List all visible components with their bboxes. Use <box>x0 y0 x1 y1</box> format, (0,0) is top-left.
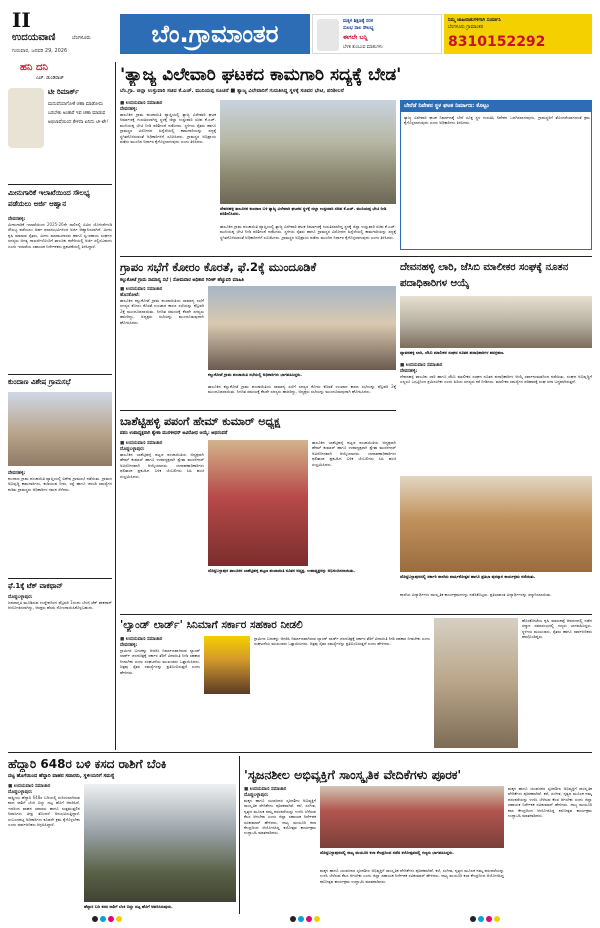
school-photo <box>400 476 592 572</box>
gram-text: ತಾಲೂಕಿನ ಕಲ್ಲುಕೋಟೆ ಗ್ರಾಮ ಪಂಚಾಯಿತಿಯ ಸಾಮಾನ್ಯ ಸಭೆಗೆ ಸದಸ್ಯರ ಕೋರಂ ಕೊರತೆ ಉಂಟಾದ ಕಾರಣ ಸಭೆಯನ್ನು ಫೆಬ್ರವರಿ 2ಕ್ಕೆ ಮುಂದೂಡಲಾಯಿತು. ನಿಗದಿತ ಸಮಯಕ್ಕೆ ಕೆಲವೇ ಸದಸ್ಯರು ಹಾಜರಿದ್ದು, ಅಧ್ಯಕ್ಷರು ಸಭೆಯನ್ನು ಮುಂದೂಡುವುದಾಗಿ ಘೋಷಿಸಿದರು. <box>120 298 204 325</box>
registration-dot <box>116 916 122 922</box>
gram-place: ಹೊಸಕೋಟೆ: <box>120 293 140 298</box>
registration-dot <box>100 916 106 922</box>
ad-loan-line4: ಬೆಳಕ ತುಂಬುವ ಮಾತುಗಳು <box>343 45 383 50</box>
column-divider <box>115 62 116 750</box>
lorry-text: ದೇವನಹಳ್ಳಿ ತಾಲೂಕು ಲಾರಿ ಹಾಗೂ ಜೆಸಿಬಿ ಮಾಲೀಕರ ಸಂಘದ ನೂತನ ಪದಾಧಿಕಾರಿಗಳ ಆಯ್ಕೆ ಸರ್ವಾನುಮತದಿಂದ ನಡೆಯಿತು. ಸಂಘದ ಅಭಿವೃದ್ಧಿಗೆ ಎಲ್ಲರೂ ಒಗ್ಗಟ್ಟಿನಿಂದ ಶ್ರಮಿಸಬೇಕು ಎಂದು ಹಿರಿಯ ಸದಸ್ಯರು ಕರೆ ನೀಡಿದರು. ಮಾಲೀಕರ ಸಮಸ್ಯೆಗಳ ಪರಿಹಾರಕ್ಕೆ ಸಂಘ ಸದಾ ಬದ್ಧವಾಗಿರುತ್ತದೆ. <box>400 374 592 385</box>
lead-box <box>400 100 592 250</box>
lead-subhead: ಬೆಂ.ಗ್ರಾ. ಜಿಲ್ಲಾ ಉಸ್ತುವಾರಿ ಸಚಿವ ಕೆ.ಎಚ್. ಮುನಿಯಪ್ಪ ಸೂಚನೆ ■ ತ್ಯಾಜ್ಯ ವಿಲೇವಾರಿಗೆ ಗುರುತಿಸಿದ್ದ ಸ್ಥಳಕ್ಕೆ ಸಚಿವರ ಭೇಟಿ, ಪರಿಶೀಲನೆ <box>120 88 344 94</box>
lead-text: ತಾಲೂಕಿನ ಗ್ರಾಮ ಪಂಚಾಯಿತಿ ವ್ಯಾಪ್ತಿಯಲ್ಲಿ ತ್ಯಾಜ್ಯ ವಿಲೇವಾರಿ ಘಟಕ ನಿರ್ಮಾಣಕ್ಕೆ ಗುರುತಿಸಲಾಗಿದ್ದ ಸ್ಥಳಕ್ಕೆ ಜಿಲ್ಲಾ ಉಸ್ತುವಾರಿ ಸಚಿವ ಕೆ.ಎಚ್. ಮುನಿಯಪ್ಪ ಭೇಟಿ ನೀಡಿ ಪರಿಶೀಲನೆ ನಡೆಸಿದರು. ಸ್ಥಳೀಯ ರೈತರು ಹಾಗೂ ಗ್ರಾಮಸ್ಥರ ವಿರೋಧದ ಹಿನ್ನೆಲೆಯಲ್ಲಿ ಕಾಮಗಾರಿಯನ್ನು ಸದ್ಯಕ್ಕೆ ಸ್ಥಗಿತಗೊಳಿಸುವಂತೆ ಅಧಿಕಾರಿಗಳಿಗೆ ಸೂಚಿಸಿದರು. ಗ್ರಾಮಸ್ಥರ ಅಭಿಪ್ರಾಯ ಪಡೆದು ಮುಂದಿನ ನಿರ್ಧಾರ ಕೈಗೊಳ್ಳಲಾಗುವುದು ಎಂದು ತಿಳಿಸಿದರು. <box>120 112 216 145</box>
basettihalli-byline: ■ ಉದಯವಾಣಿ ಸಮಾಚಾರ <box>120 441 163 446</box>
lead-box-headline: ಬೇರೆಡೆ ನಿವೇಶನ ಸ್ಥಳ ಘಟಕ ನಿರ್ಮಾಣ: ಕೊಟ್ಟಂ <box>401 101 591 112</box>
lorry-byline: ■ ಉದಯವಾಣಿ ಸಮಾಚಾರ <box>400 363 443 368</box>
culture-kicker <box>244 756 592 765</box>
sidebar-story1-text: ಮೀನುಗಾರಿಕೆ ಇಲಾಖೆಯಿಂದ 2025-26ನೇ ಸಾಲಿನಲ್ಲಿ ವಿವಿಧ ಯೋಜನೆಗಳಡಿ ಸೌಲಭ್ಯ ಪಡೆಯಲು ಅರ್ಹ ಫಲಾನುಭವಿಗಳಿಂದ ಅರ್ಜಿ ಆಹ್ವಾನಿಸಲಾಗಿದೆ. ಮೀನು ಕೃಷಿ ಮಾಡುವ ರೈತರು, ಮೀನು ಮಾರಾಟಗಾರರು ಹಾಗೂ ಸ್ವ-ಸಹಾಯ ಸಂಘಗಳ ಸದಸ್ಯರು ಅಗತ್ಯ ದಾಖಲೆಗಳೊಂದಿಗೆ ತಾಲೂಕು ಕಚೇರಿಯಲ್ಲಿ ಅರ್ಜಿ ಸಲ್ಲಿಸಬಹುದು ಎಂದು ಇಲಾಖೆಯ ಸಹಾಯಕ ನಿರ್ದೇಶಕರು ಪ್ರಕಟಣೆಯಲ್ಲಿ ತಿಳಿಸಿದ್ದಾರೆ. <box>8 222 112 249</box>
lead-photo <box>220 100 396 204</box>
registration-dot <box>92 916 98 922</box>
divider <box>8 752 592 753</box>
landlord-headline: 'ಲ್ಯಾಂಡ್ ಲಾರ್ಡ್' ಸಿನಿಮಾಗೆ ಸರ್ಕಾರ ಸಹಕಾರ ನೀಡಲಿ <box>120 619 303 631</box>
culture-text: ಮಕ್ಕಳ ಹಾಗೂ ಯುವಜನರ ಸೃಜನಶೀಲ ಅಭಿವ್ಯಕ್ತಿಗೆ ಸಾಂಸ್ಕೃತಿಕ ವೇದಿಕೆಗಳು ಪೂರಕವಾಗಿವೆ. ಕಲೆ, ಸಂಗೀತ, ನೃತ್ಯದ ಮೂಲಕ ನಮ್ಮ ಪರಂಪರೆಯನ್ನು ಉಳಿಸಿ ಬೆಳೆಸುವ ಕೆಲಸ ಆಗಬೇಕು ಎಂದು ಜಿಲ್ಲಾ ಸಹಾಯಕ ನಿರ್ದೇಶಕ ರವಿಕುಮಾರ್ ಹೇಳಿದರು. ನಾಟ್ಯ ಮಯೂರಿ ಕಲಾ ಕೇಂದ್ರದಿಂದ ಆಯೋಜಿಸಿದ್ದ ಕಲೋತ್ಸವ ಕಾರ್ಯಕ್ರಮ ಉದ್ಘಾಟಿಸಿ ಮಾತನಾಡಿದರು. <box>244 798 316 836</box>
ad-contact-line2: ಬೆಂಗಳೂರು ಗ್ರಾಮಾಂತರ <box>448 25 484 30</box>
lead-photo-caption: ದೇವನಹಳ್ಳಿ ತಾಲೂಕಿನ ಕುಂದಾಣ ಬಳಿ ತ್ಯಾಜ್ಯ ವಿಲೇವಾರಿ ಘಟಕದ ಸ್ಥಳಕ್ಕೆ ಜಿಲ್ಲಾ ಉಸ್ತುವಾರಿ ಸಚಿವ ಕೆ.ಎಚ್. ಮುನಿಯಪ್ಪ ಭೇಟಿ ನೀಡಿ ಪರಿಶೀಲಿಸಿದರು. <box>220 206 387 216</box>
section-title-text: ಬೆಂ.ಗ್ರಾಮಾಂತರ <box>151 20 279 48</box>
page-number: II <box>12 8 31 32</box>
sidebar-story1-byline: ದೇವನಹಳ್ಳಿ: <box>8 217 26 222</box>
lead-box-text: ತ್ಯಾಜ್ಯ ವಿಲೇವಾರಿ ಘಟಕ ನಿರ್ಮಾಣಕ್ಕೆ ಬೇರೆ ಸೂಕ್ತ ಸ್ಥಳ ಗುರುತಿಸಿ ನಿವೇಶನ ಒದಗಿಸಲಾಗುವುದು. ಗ್ರಾಮಸ್ಥರಿಗೆ ತೊಂದರೆಯಾಗದಂತೆ ಕ್ರಮ ಕೈಗೊಳ್ಳಲಾಗುವುದು ಎಂದು ಅಧಿಕಾರಿಗಳು ತಿಳಿಸಿದರು. <box>404 115 590 126</box>
highway-byline: ■ ಉದಯವಾಣಿ ಸಮಾಚಾರ <box>8 784 51 789</box>
honey-title: ಹನಿ ದನಿ <box>20 62 48 73</box>
school-photo-caption: ದೊಡ್ಡಬಳ್ಳಾಪುರದಲ್ಲಿ ಸರ್ಕಾರಿ ಶಾಲೆಯ ವಾರ್ಷಿಕೋತ್ಸವ ಹಾಗೂ ಪ್ರತಿಭಾ ಪುರಸ್ಕಾರ ಕಾರ್ಯಕ್ರಮ ನಡೆಯಿತು. <box>400 574 536 579</box>
divider <box>8 374 112 375</box>
culture-text-column3: ಮಕ್ಕಳ ಹಾಗೂ ಯುವಜನರ ಸೃಜನಶೀಲ ಅಭಿವ್ಯಕ್ತಿಗೆ ಸಾಂಸ್ಕೃತಿಕ ವೇದಿಕೆಗಳು ಪೂರಕವಾಗಿವೆ. ಕಲೆ, ಸಂಗೀತ, ನೃತ್ಯದ ಮೂಲಕ ನಮ್ಮ ಪರಂಪರೆಯನ್ನು ಉಳಿಸಿ ಬೆಳೆಸುವ ಕೆಲಸ ಆಗಬೇಕು ಎಂದು ಜಿಲ್ಲಾ ಸಹಾಯಕ ನಿರ್ದೇಶಕ ರವಿಕುಮಾರ್ ಹೇಳಿದರು. ನಾಟ್ಯ ಮಯೂರಿ ಕಲಾ ಕೇಂದ್ರದಿಂದ ಆಯೋಜಿಸಿದ್ದ ಕಲೋತ್ಸವ ಕಾರ್ಯಕ್ರಮ ಉದ್ಘಾಟಿಸಿ ಮಾತನಾಡಿದರು. <box>508 786 592 819</box>
basettihalli-photo <box>208 440 308 566</box>
landlord-side-caption: ಹೊಸಕೋಟೆಯ ಕೃಷಿ ಮಾರುಕಟ್ಟೆ ಆವರಣದಲ್ಲಿ ನಡೆದ ಸನ್ಮಾನ ಸಮಾರಂಭದಲ್ಲಿ ಗಣ್ಯರು ಭಾಗವಹಿಸಿದ್ದರು. ಸ್ಥಳೀಯ ಮುಖಂಡರು, ರೈತರು ಹಾಗೂ ಸಾರ್ವಜನಿಕರು ಪಾಲ್ಗೊಂಡಿದ್ದರು. <box>522 618 592 640</box>
honey-sub: ಎಚ್. ಡುಂಡಿರಾಜ್ <box>36 76 64 81</box>
highway-headline: ಹೆದ್ದಾರಿ 648ರ ಬಳಿ ಕಸದ ರಾಶಿಗೆ ಬೆಂಕಿ <box>8 757 167 771</box>
ad-loan-line3: ಈಗಲೇ ಬನ್ನಿ <box>343 34 368 41</box>
landlord-byline: ■ ಉದಯವಾಣಿ ಸಮಾಚಾರ <box>120 637 163 642</box>
sidebar-story2-photo <box>8 392 112 466</box>
gram-photo <box>208 286 396 370</box>
column-divider <box>239 756 240 914</box>
landlord-side-photo <box>434 618 518 748</box>
ad-loan-banner <box>312 14 442 54</box>
basettihalli-photo-caption: ದೊಡ್ಡಬಳ್ಳಾಪುರ ತಾಲೂಕಿನ ಬಾಶೆಟ್ಟಿಹಳ್ಳಿ ಪಟ್ಟಣ ಪಂಚಾಯಿತಿ ನೂತನ ಅಧ್ಯಕ್ಷ, ಉಪಾಧ್ಯಕ್ಷರನ್ನು ಅಭಿನಂದಿಸಲಾಯಿತು. <box>208 568 355 573</box>
registration-dot <box>486 916 492 922</box>
divider <box>8 184 112 185</box>
tea-heading: ಟೀ ರಿಮಾರ್ಕ್ <box>48 88 79 96</box>
honey-box <box>8 62 112 180</box>
poet-illustration <box>8 88 44 148</box>
registration-dot <box>470 916 476 922</box>
lead-headline: 'ತ್ಯಾಜ್ಯ ವಿಲೇವಾರಿ ಘಟಕದ ಕಾಮಗಾರಿ ಸದ್ಯಕ್ಕೆ ಬೇಡ' <box>120 65 402 85</box>
lorry-headline: ದೇವನಹಳ್ಳಿ ಲಾರಿ, ಜೆಸಿಬಿ ಮಾಲೀಕರ ಸಂಘಕ್ಕೆ ನೂತನ ಪದಾಧಿಕಾರಿಗಳ ಆಯ್ಕೆ <box>400 262 569 289</box>
basettihalli-place: ದೊಡ್ಡಬಳ್ಳಾಪುರ: <box>120 447 145 452</box>
lorry-photo-caption: ದ್ಯಾವನಹಳ್ಳಿ ಲಾರಿ, ಜೆಸಿಬಿ ಮಾಲೀಕರ ಸಂಘದ ನೂತನ ಪದಾಧಿಕಾರಿಗಳ ಪದಗ್ರಹಣ. <box>400 350 505 355</box>
ad-contact-banner <box>444 14 592 54</box>
lorry-place: ದೇವನಹಳ್ಳಿ: <box>400 369 418 374</box>
gram-headline: ಗ್ರಾಪಂ ಸಭೆಗೆ ಕೋರಂ ಕೊರತೆ, ಫೆ.2ಕ್ಕೆ ಮುಂದೂಡಿಕೆ <box>120 260 317 274</box>
registration-dot <box>478 916 484 922</box>
basettihalli-headline: ಬಾಶೆಟ್ಟಿಹಳ್ಳಿ ಪಪಂಗೆ ಹೇಮ್ ಕುಮಾರ್ ಅಧ್ಯಕ್ಷ <box>120 415 281 428</box>
highway-photo <box>84 784 236 902</box>
highway-subhead: ದಟ್ಟ ಹೊಗೆಯಿಂದ ಹೆದ್ದಾರಿ ವಾಹನ ಸವಾರರು, ಸ್ಥಳೀಯರಿಗೆ ಸಮಸ್ಯೆ <box>8 773 115 779</box>
sidebar-story2-text: ಕುಂದಾಣ ಗ್ರಾಮ ಪಂಚಾಯಿತಿ ವ್ಯಾಪ್ತಿಯಲ್ಲಿ ವಿಶೇಷ ಗ್ರಾಮಸಭೆ ನಡೆಯಿತು. ಗ್ರಾಮದ ಅಭಿವೃದ್ಧಿ ಕಾಮಗಾರಿಗಳು, ಕುಡಿಯುವ ನೀರು, ರಸ್ತೆ ಹಾಗೂ ಚರಂಡಿ ಸಮಸ್ಯೆಗಳ ಕುರಿತು ಗ್ರಾಮಸ್ಥರು ಅಧಿಕಾರಿಗಳ ಗಮನ ಸೆಳೆದರು. <box>8 476 112 492</box>
sidebar-story2-byline: ದೇವನಹಳ್ಳಿ: <box>8 471 26 476</box>
lorry-photo <box>400 296 592 348</box>
landlord-place: ದೇವನಹಳ್ಳಿ: <box>120 643 138 648</box>
culture-place: ದೊಡ್ಡಬಳ್ಳಾಪುರ: <box>244 793 269 798</box>
gram-subhead: ಕಲ್ಲುಕೋಟೆ ಗ್ರಾಮ ಸಾಮಾನ್ಯ ಸಭೆ | ಸೋಮವಾರ ಅಧಿಕಾರ ಗಿರೀಶ್ ಹೆಚ್ಚುವರಿ ಮಾಹಿತಿ <box>120 278 244 283</box>
sidebar-story3-byline: ದೊಡ್ಡಬಳ್ಳಾಪುರ: <box>8 595 33 600</box>
lead-byline: ■ ಉದಯವಾಣಿ ಸಮಾಚಾರ <box>120 101 163 106</box>
basettihalli-text: ತಾಲೂಕಿನ ಬಾಶೆಟ್ಟಿಹಳ್ಳಿ ಪಟ್ಟಣ ಪಂಚಾಯಿತಿಯ ಅಧ್ಯಕ್ಷರಾಗಿ ಹೇಮ್ ಕುಮಾರ್ ಹಾಗೂ ಉಪಾಧ್ಯಕ್ಷರಾಗಿ ಶ್ವೇತಾ ಮುರಳೀಧರ್ ಅವಿರೋಧವಾಗಿ ಆಯ್ಕೆಯಾದರು. ಚುನಾವಣಾಧಿಕಾರಿಗಳು ಫಲಿತಾಂಶ ಪ್ರಕಟಿಸಿದ ಬಳಿಕ ಬೆಂಬಲಿಗರು ಸಿಹಿ ಹಂಚಿ ಸಂಭ್ರಮಿಸಿದರು. <box>120 452 204 479</box>
landlord-text: ಗ್ರಾಮೀಣ ಬದುಕನ್ನು ಆಧರಿಸಿ ನಿರ್ಮಾಣವಾಗಿರುವ ಲ್ಯಾಂಡ್ ಲಾರ್ಡ್ ಚಲನಚಿತ್ರಕ್ಕೆ ಸರ್ಕಾರ ತೆರಿಗೆ ವಿನಾಯಿತಿ ನೀಡಿ ಸಹಕಾರ ನೀಡಬೇಕು ಎಂದು ಸಂಘಟನೆಯ ಮುಖಂಡರು ಒತ್ತಾಯಿಸಿದರು. ಚಿತ್ರವು ರೈತರ ಸಮಸ್ಯೆಗಳನ್ನು ಪ್ರತಿಬಿಂಬಿಸುತ್ತದೆ ಎಂದು ಹೇಳಿದರು. <box>120 648 200 675</box>
school-text: ಶಾಲೆಯ ವಿದ್ಯಾರ್ಥಿಗಳು ಸಾಂಸ್ಕೃತಿಕ ಕಾರ್ಯಕ್ರಮಗಳನ್ನು ನಡೆಸಿಕೊಟ್ಟರು. ಪ್ರತಿಭಾವಂತ ವಿದ್ಯಾರ್ಥಿಗಳನ್ನು ಸನ್ಮಾನಿಸಲಾಯಿತು. <box>400 592 552 597</box>
section-title <box>120 14 310 54</box>
landlord-text-continued: ಗ್ರಾಮೀಣ ಬದುಕನ್ನು ಆಧರಿಸಿ ನಿರ್ಮಾಣವಾಗಿರುವ ಲ್ಯಾಂಡ್ ಲಾರ್ಡ್ ಚಲನಚಿತ್ರಕ್ಕೆ ಸರ್ಕಾರ ತೆರಿಗೆ ವಿನಾಯಿತಿ ನೀಡಿ ಸಹಕಾರ ನೀಡಬೇಕು ಎಂದು ಸಂಘಟನೆಯ ಮುಖಂಡರು ಒತ್ತಾಯಿಸಿದರು. ಚಿತ್ರವು ರೈತರ ಸಮಸ್ಯೆಗಳನ್ನು ಪ್ರತಿಬಿಂಬಿಸುತ್ತದೆ ಎಂದು ಹೇಳಿದರು. <box>254 636 430 647</box>
sidebar-story3-text: ಜನಜಾಗೃತಿ ಮೂಡಿಸುವ ಉದ್ದೇಶದಿಂದ ಫೆಬ್ರವರಿ 1ರಂದು ಬೆಳಗ್ಗೆ ಟೆಕ್ ವಾಕಥಾನ್ ಆಯೋಜಿಸಲಾಗಿದ್ದು, ಆಸಕ್ತರು ಹೆಸರು ನೋಂದಾಯಿಸಿಕೊಳ್ಳಬಹುದು. <box>8 600 112 611</box>
divider <box>120 256 592 257</box>
highway-photo-caption: ಹೆದ್ದಾರಿ ಬದಿ ಕಸದ ರಾಶಿಗೆ ಬೆಂಕಿ ಬಿದ್ದು ದಟ್ಟ ಹೊಗೆ ಆವರಿಸಿರುವುದು. <box>84 904 173 909</box>
city-label: ಬೆಂಗಳೂರು <box>72 35 91 41</box>
culture-byline: ■ ಉದಯವಾಣಿ ಸಮಾಚಾರ <box>244 787 287 792</box>
basettihalli-subhead: ಪಪಂ ಉಪಾಧ್ಯಕ್ಷರಾಗಿ ಶ್ವೇತಾ ಮುರಳೀಧರ್ ಅವಿರೋಧ ಆಯ್ಕೆ: ಅಭಿನಂದನೆ <box>120 431 228 436</box>
landlord-portrait <box>204 636 250 694</box>
sidebar-story3-headline: ಫೆ.1ಕ್ಕೆ ಟೆಕ್ ವಾಕಥಾನ್ <box>8 582 63 590</box>
sidebar-story2-headline: ಕುಂದಾಣ ವಿಶೇಷ ಗ್ರಾಮಸಭೆ <box>8 378 71 386</box>
ad-contact-phone: 8310152292 <box>448 34 546 50</box>
registration-dot <box>494 916 500 922</box>
registration-dot <box>298 916 304 922</box>
phone-illustration-icon <box>317 19 339 51</box>
sidebar-story1-headline: ಮೀನುಗಾರಿಕೆ ಇಲಾಖೆಯಿಂದ ಸೌಲಭ್ಯ ಪಡೆಯಲು ಅರ್ಜಿ ಆಹ್ವಾನ <box>8 189 90 208</box>
highway-place: ದೊಡ್ಡಬಳ್ಳಾಪುರ: <box>8 790 33 795</box>
registration-dot <box>314 916 320 922</box>
culture-text-continued: ಮಕ್ಕಳ ಹಾಗೂ ಯುವಜನರ ಸೃಜನಶೀಲ ಅಭಿವ್ಯಕ್ತಿಗೆ ಸಾಂಸ್ಕೃತಿಕ ವೇದಿಕೆಗಳು ಪೂರಕವಾಗಿವೆ. ಕಲೆ, ಸಂಗೀತ, ನೃತ್ಯದ ಮೂಲಕ ನಮ್ಮ ಪರಂಪರೆಯನ್ನು ಉಳಿಸಿ ಬೆಳೆಸುವ ಕೆಲಸ ಆಗಬೇಕು ಎಂದು ಜಿಲ್ಲಾ ಸಹಾಯಕ ನಿರ್ದೇಶಕ ರವಿಕುಮಾರ್ ಹೇಳಿದರು. ನಾಟ್ಯ ಮಯೂರಿ ಕಲಾ ಕೇಂದ್ರದಿಂದ ಆಯೋಜಿಸಿದ್ದ ಕಲೋತ್ಸವ ಕಾರ್ಯಕ್ರಮ ಉದ್ಘಾಟಿಸಿ ಮಾತನಾಡಿದರು. <box>320 868 504 884</box>
culture-photo <box>320 786 504 848</box>
gram-byline: ■ ಉದಯವಾಣಿ ಸಮಾಚಾರ <box>120 287 163 292</box>
registration-dot <box>306 916 312 922</box>
culture-headline: 'ಸೃಜನಶೀಲ ಅಭಿವ್ಯಕ್ತಿಗೆ ಸಾಂಸ್ಕೃತಿಕ ವೇದಿಕೆಗಳು ಪೂರಕ' <box>244 767 462 782</box>
gram-photo-caption: ಕಲ್ಲುಕೋಟೆ ಗ್ರಾಮ ಪಂಚಾಯಿತಿ ಸಭೆಯಲ್ಲಿ ಅಧಿಕಾರಿಗಳು ಭಾಗವಹಿಸಿದ್ದರು. <box>208 372 302 377</box>
paper-name: ಉದಯವಾಣಿ <box>12 32 56 43</box>
registration-dot <box>108 916 114 922</box>
divider <box>120 410 396 411</box>
lead-place: ದೇವನಹಳ್ಳಿ: <box>120 107 138 112</box>
divider <box>8 578 112 579</box>
ad-loan-line1: ಮಕ್ಕಳ ಶಿಕ್ಷಣಕ್ಕೆ ಸರಳ <box>343 19 374 24</box>
date-line: ಗುರುವಾರ, ಜನವರಿ 29, 2026 <box>12 48 68 54</box>
gram-text-continued: ತಾಲೂಕಿನ ಕಲ್ಲುಕೋಟೆ ಗ್ರಾಮ ಪಂಚಾಯಿತಿಯ ಸಾಮಾನ್ಯ ಸಭೆಗೆ ಸದಸ್ಯರ ಕೋರಂ ಕೊರತೆ ಉಂಟಾದ ಕಾರಣ ಸಭೆಯನ್ನು ಫೆಬ್ರವರಿ 2ಕ್ಕೆ ಮುಂದೂಡಲಾಯಿತು. ನಿಗದಿತ ಸಮಯಕ್ಕೆ ಕೆಲವೇ ಸದಸ್ಯರು ಹಾಜರಿದ್ದು, ಅಧ್ಯಕ್ಷರು ಸಭೆಯನ್ನು ಮುಂದೂಡುವುದಾಗಿ ಘೋಷಿಸಿದರು. <box>208 384 396 395</box>
highway-text: ರಾಷ್ಟ್ರೀಯ ಹೆದ್ದಾರಿ 648ರ ಬದಿಯಲ್ಲಿ ಸುರಿಯಲಾಗಿರುವ ಕಸದ ರಾಶಿಗೆ ಬೆಂಕಿ ಬಿದ್ದು ದಟ್ಟ ಹೊಗೆ ಆವರಿಸಿದೆ. ಇದರಿಂದ ವಾಹನ ಸವಾರರು ಹಾಗೂ ಸುತ್ತಮುತ್ತಲಿನ ನಿವಾಸಿಗಳು ತೀವ್ರ ತೊಂದರೆ ಅನುಭವಿಸುತ್ತಿದ್ದಾರೆ. ಸಂಬಂಧಪಟ್ಟ ಅಧಿಕಾರಿಗಳು ಕೂಡಲೇ ಕ್ರಮ ಕೈಗೊಳ್ಳಬೇಕು ಎಂದು ಸಾರ್ವಜನಿಕರು ಆಗ್ರಹಿಸಿದ್ದಾರೆ. <box>8 795 80 828</box>
registration-dot <box>290 916 296 922</box>
culture-photo-caption: ದೊಡ್ಡಬಳ್ಳಾಪುರದಲ್ಲಿ ನಾಟ್ಯ ಮಯೂರಿ ಕಲಾ ಕೇಂದ್ರದಿಂದ ನಡೆದ ಕಲೋತ್ಸವದಲ್ಲಿ ಗಣ್ಯರು ಭಾಗವಹಿಸಿದ್ದರು. <box>320 850 454 855</box>
tea-poem: ಮದುವೆಯಾಗೋಕೆ ಚಹಾ ಮಾಡೋದು ಬರಬೇಕು ಅಂತಾರೆ ಇವ ಚಹಾ ಮಾಡುವ ಅಭಿಲಾಷೆಯಿಂದ ಕೇಳಿದಾ ಏನಿದು ಟೀ-ಟೇ! <box>48 102 109 125</box>
masthead <box>8 6 592 58</box>
ad-contact-line1: ನಿಮ್ಮ ಜಾಹೀರಾತುಗಳಿಗಾಗಿ ಸಂಪರ್ಕಿಸಿ <box>448 18 501 23</box>
ad-loan-line2: ಸುಲಭ ಸಾಲ ಸೌಲಭ್ಯ <box>343 26 374 31</box>
lead-text-continued: ತಾಲೂಕಿನ ಗ್ರಾಮ ಪಂಚಾಯಿತಿ ವ್ಯಾಪ್ತಿಯಲ್ಲಿ ತ್ಯಾಜ್ಯ ವಿಲೇವಾರಿ ಘಟಕ ನಿರ್ಮಾಣಕ್ಕೆ ಗುರುತಿಸಲಾಗಿದ್ದ ಸ್ಥಳಕ್ಕೆ ಜಿಲ್ಲಾ ಉಸ್ತುವಾರಿ ಸಚಿವ ಕೆ.ಎಚ್. ಮುನಿಯಪ್ಪ ಭೇಟಿ ನೀಡಿ ಪರಿಶೀಲನೆ ನಡೆಸಿದರು. ಸ್ಥಳೀಯ ರೈತರು ಹಾಗೂ ಗ್ರಾಮಸ್ಥರ ವಿರೋಧದ ಹಿನ್ನೆಲೆಯಲ್ಲಿ ಕಾಮಗಾರಿಯನ್ನು ಸದ್ಯಕ್ಕೆ ಸ್ಥಗಿತಗೊಳಿಸುವಂತೆ ಅಧಿಕಾರಿಗಳಿಗೆ ಸೂಚಿಸಿದರು. ಗ್ರಾಮಸ್ಥರ ಅಭಿಪ್ರಾಯ ಪಡೆದು ಮುಂದಿನ ನಿರ್ಧಾರ ಕೈಗೊಳ್ಳಲಾಗುವುದು ಎಂದು ತಿಳಿಸಿದರು. <box>220 224 396 240</box>
basettihalli-text-continued: ತಾಲೂಕಿನ ಬಾಶೆಟ್ಟಿಹಳ್ಳಿ ಪಟ್ಟಣ ಪಂಚಾಯಿತಿಯ ಅಧ್ಯಕ್ಷರಾಗಿ ಹೇಮ್ ಕುಮಾರ್ ಹಾಗೂ ಉಪಾಧ್ಯಕ್ಷರಾಗಿ ಶ್ವೇತಾ ಮುರಳೀಧರ್ ಅವಿರೋಧವಾಗಿ ಆಯ್ಕೆಯಾದರು. ಚುನಾವಣಾಧಿಕಾರಿಗಳು ಫಲಿತಾಂಶ ಪ್ರಕಟಿಸಿದ ಬಳಿಕ ಬೆಂಬಲಿಗರು ಸಿಹಿ ಹಂಚಿ ಸಂಭ್ರಮಿಸಿದರು. <box>312 440 396 467</box>
divider <box>120 614 592 615</box>
